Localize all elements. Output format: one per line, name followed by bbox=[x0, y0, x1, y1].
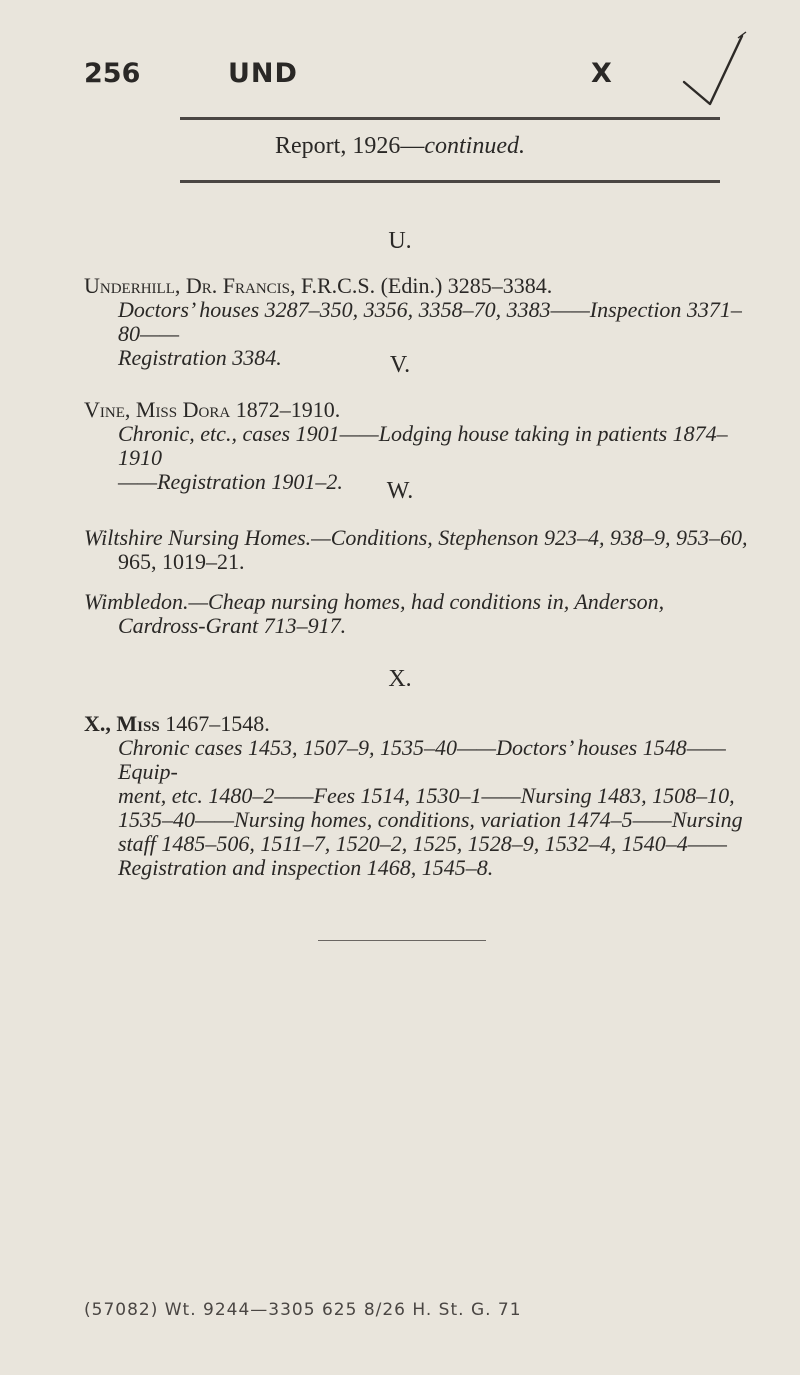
entry-heading: Underhill, Dr. Francis, F.R.C.S. (Edin.) 3285–3384. bbox=[84, 273, 553, 298]
entry-line: Cardross-Grant 713–917. bbox=[118, 613, 347, 638]
entry-line: Wiltshire Nursing Homes.—Conditions, Stephenson 923–4, 938–9, 953–60, bbox=[84, 525, 748, 550]
entry-line: Wimbledon.—Cheap nursing homes, had conditions in, Anderson, bbox=[84, 589, 665, 614]
check-mark-icon bbox=[676, 26, 766, 116]
section-letter-v: V. bbox=[389, 352, 411, 378]
index-entry-miss-x bbox=[84, 712, 754, 880]
entry-line: ment, etc. 1480–2——Fees 1514, 1530–1——Nursing 1483, 1508–10, bbox=[118, 783, 735, 808]
section-letter-w: W. bbox=[386, 478, 414, 504]
printer-imprint: (57082) Wt. 9244—3305 625 8/26 H. St. G. 71 bbox=[84, 1300, 522, 1320]
end-separator bbox=[318, 940, 486, 941]
entry-line: staff 1485–506, 1511–7, 1520–2, 1525, 1528–9, 1532–4, 1540–4—— bbox=[118, 831, 727, 856]
report-subtitle: Report, 1926—continued. bbox=[275, 133, 525, 159]
section-letter-u: U. bbox=[388, 228, 412, 254]
index-range-start: UND bbox=[228, 58, 298, 89]
index-entry-wimbledon bbox=[84, 590, 754, 638]
entry-line: Chronic, etc., cases 1901——Lodging house taking in patients 1874–1910 bbox=[118, 421, 728, 470]
bottom-rule bbox=[180, 180, 720, 183]
entry-line: ——Registration 1901–2. bbox=[118, 469, 343, 494]
entry-line: 1535–40——Nursing homes, conditions, variation 1474–5——Nursing bbox=[118, 807, 743, 832]
entry-line: Registration 3384. bbox=[118, 345, 282, 370]
section-letter-x: X. bbox=[388, 666, 412, 692]
entry-line: 965, 1019–21. bbox=[118, 549, 245, 574]
entry-line: Registration and inspection 1468, 1545–8. bbox=[118, 855, 494, 880]
index-range-end: X bbox=[591, 58, 612, 89]
top-rule bbox=[180, 117, 720, 120]
entry-heading: X., Miss 1467–1548. bbox=[84, 711, 270, 736]
running-header bbox=[84, 58, 734, 98]
index-entry-wiltshire bbox=[84, 526, 754, 574]
entry-line: Doctors’ houses 3287–350, 3356, 3358–70, 3383——Inspection 3371–80—— bbox=[118, 297, 742, 346]
entry-heading: Vine, Miss Dora 1872–1910. bbox=[84, 397, 341, 422]
entry-line: Chronic cases 1453, 1507–9, 1535–40——Doctors’ houses 1548——Equip- bbox=[118, 735, 726, 784]
page-number: 256 bbox=[84, 58, 141, 89]
